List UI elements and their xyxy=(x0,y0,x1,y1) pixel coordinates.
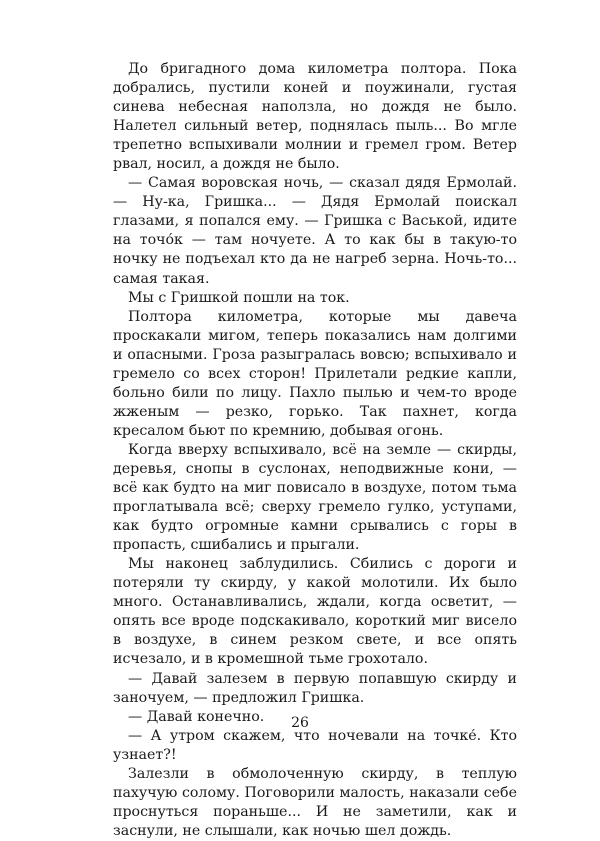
page-number: 26 xyxy=(291,715,309,731)
paragraph: — Самая воровская ночь, — сказал дядя Ермолай. — Ну-ка, Гришка... — Дядя Ермолай поискал глазами, я попался ему. — Гришка с Васькой, идите на точо́к — там ночуете. А то как бы в такую-то ночку не подъехал кто да не нагреб зерна. Ночь-то... самая такая. xyxy=(113,175,517,287)
paragraph: Полтора километра, которые мы давеча проскакали мигом, теперь показались нам долгими и опасными. Гроза разыгралась вовсю; вспыхивало и гремело со всех сторон! Прилетали редкие капли, больно били по лицу. Пахло пылью и чем-то вроде жженым — резко, горько. Так пахнет, когда кресалом бьют по кремнию, добывая огонь. xyxy=(113,308,517,439)
paragraph: Когда вверху вспыхивало, всё на земле — скирды, деревья, снопы в суслонах, неподвижные кони, — всё как будто на миг повисало в воздухе, потом тьма проглатывала всё; сверху гремело гулко, уступами, как будто огромные камни срывались с горы в пропасть, сшибались и прыгали. xyxy=(113,441,517,554)
paragraph: — А утром скажем, что ночевали на точке́. Кто узнает?! xyxy=(113,727,517,763)
paragraph: — Давай залезем в первую попавшую скирду и заночуем, — предложил Гришка. xyxy=(113,670,517,706)
paragraph: Залезли в обмолоченную скирду, в теплую пахучую солому. Поговорили малость, наказали себе проснуться пораньше... И не заметили, как и заснули, не слышали, как ночью шел дождь. xyxy=(113,765,517,839)
paragraph: — Давай конечно. xyxy=(128,708,265,725)
paragraph: Мы с Гришкой пошли на ток. xyxy=(128,289,350,306)
paragraph: Мы наконец заблудились. Сбились с дороги и потеряли ту скирду, у какой молотили. Их было много. Останавливались, ждали, когда осветит, — опять все вроде подскакивало, короткий миг висело в воздухе, в синем резком свете, и все опять исчезало, и в кромешной тьме грохотало. xyxy=(113,556,517,668)
paragraph: До бригадного дома километра полтора. Пока добрались, пустили коней и поужинали, густая синева небесная наползла, но дождя не было. Налетел сильный ветер, поднялась пыль... Во мгле трепетно вспыхивали молнии и гремел гром. Ветер рвал, носил, а дождя не было. xyxy=(113,61,517,173)
